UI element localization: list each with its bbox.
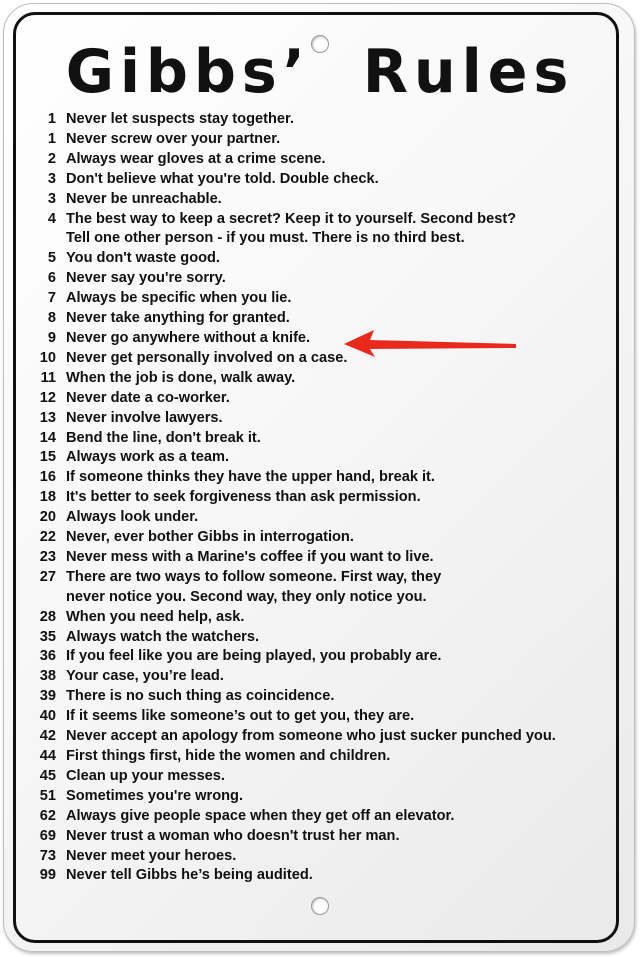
- rule-text: Always wear gloves at a crime scene.: [66, 150, 326, 167]
- rule-text: Never say you're sorry.: [66, 270, 226, 287]
- rule-number: 8: [47, 310, 56, 327]
- rule-item: [30, 229, 630, 249]
- rule-number: 45: [39, 767, 56, 784]
- rule-text: Never get personally involved on a case.: [66, 349, 348, 366]
- rule-number: 4: [47, 210, 56, 227]
- rule-item: [30, 707, 630, 727]
- rule-text: Always be specific when you lie.: [66, 290, 292, 307]
- rule-number: 5: [47, 250, 56, 267]
- rule-text: It's better to seek forgiveness than ask permission.: [66, 489, 421, 506]
- rule-item: [30, 150, 630, 170]
- rule-item: [30, 448, 630, 468]
- rule-number: 36: [39, 648, 56, 665]
- rule-text: Never, ever bother Gibbs in interrogation.: [66, 529, 354, 546]
- rule-item: [30, 468, 630, 488]
- rule-item: [30, 667, 630, 687]
- rule-number: 20: [39, 509, 56, 526]
- rule-item: [30, 269, 630, 289]
- rule-text: Bend the line, don't break it.: [66, 429, 261, 446]
- rule-number: 3: [47, 170, 56, 187]
- rule-number: 73: [39, 847, 56, 864]
- rule-text: Never meet your heroes.: [66, 847, 237, 864]
- rule-item: [30, 608, 630, 628]
- rule-text: Always look under.: [66, 509, 199, 526]
- rule-number: 2: [47, 150, 56, 167]
- rule-item: [30, 110, 630, 130]
- rule-number: 1: [47, 111, 56, 127]
- bottom-mounting-hole: [311, 897, 329, 915]
- rule-number: 40: [39, 708, 56, 725]
- rule-item: [30, 429, 630, 449]
- rule-item: [30, 827, 630, 847]
- rule-text: Never screw over your partner.: [66, 130, 281, 147]
- rule-text: When the job is done, walk away.: [66, 369, 296, 386]
- rule-text: If it seems like someone’s out to get you, they are.: [66, 708, 415, 725]
- rule-item: [30, 866, 630, 886]
- rule-text: Don't believe what you're told. Double check.: [66, 170, 379, 187]
- rule-text: Clean up your messes.: [66, 767, 225, 784]
- rule-text: If you feel like you are being played, you probably are.: [66, 648, 442, 665]
- rule-text: If someone thinks they have the upper hand, break it.: [66, 469, 435, 486]
- rule-text: There is no such thing as coincidence.: [66, 688, 335, 705]
- rule-number: 28: [39, 608, 56, 625]
- rule-number: 18: [39, 489, 56, 506]
- rule-number: 99: [39, 867, 56, 884]
- rule-item: [30, 508, 630, 528]
- rule-item: [30, 767, 630, 787]
- rule-text: When you need help, ask.: [66, 608, 245, 625]
- rule-item: [30, 289, 630, 309]
- rule-item: [30, 130, 630, 150]
- rule-item: [30, 807, 630, 827]
- rule-number: 27: [39, 568, 56, 585]
- rule-number: 7: [47, 290, 56, 307]
- rule-number: 14: [39, 429, 56, 446]
- rule-item: [30, 787, 630, 807]
- rule-number: 10: [39, 349, 56, 366]
- rule-item: [30, 548, 630, 568]
- rule-number: 35: [39, 628, 56, 645]
- rule-item: [30, 628, 630, 648]
- rule-text: Always give people space when they get off an elevator.: [66, 807, 455, 824]
- rule-number: 62: [39, 807, 56, 824]
- rule-text: The best way to keep a secret? Keep it to yourself. Second best?: [66, 210, 517, 227]
- rules-list: [30, 110, 630, 886]
- rule-number: 16: [39, 469, 56, 486]
- rule-item: [30, 309, 630, 329]
- rule-item: [30, 528, 630, 548]
- rule-number: 3: [47, 190, 56, 207]
- rule-text: Never tell Gibbs he’s being audited.: [66, 867, 313, 884]
- sign-title: Gibbs’ Rules: [65, 37, 575, 107]
- rule-text: Always work as a team.: [66, 449, 230, 466]
- rule-number: 42: [39, 728, 56, 745]
- rule-text: Your case, you’re lead.: [66, 668, 224, 685]
- rule-number: 11: [40, 369, 56, 386]
- rule-item: [30, 727, 630, 747]
- rule-number: 44: [39, 748, 56, 764]
- rule-item: [30, 568, 630, 588]
- rule-number: 39: [39, 688, 56, 705]
- rule-text: Never go anywhere without a knife.: [66, 329, 311, 346]
- rule-text: Always watch the watchers.: [66, 628, 260, 645]
- rule-item: [30, 847, 630, 867]
- rule-text: Never be unreachable.: [66, 190, 222, 207]
- rule-text: Never accept an apology from someone who just sucker punched you.: [66, 728, 556, 745]
- rule-text: Never trust a woman who doesn't trust her man.: [66, 827, 400, 844]
- rule-item: [30, 389, 630, 409]
- rule-number: 23: [39, 548, 56, 565]
- rule-number: 38: [39, 668, 56, 685]
- rule-number: 15: [39, 449, 56, 466]
- rule-item: [30, 747, 630, 767]
- rule-item: [30, 349, 630, 369]
- rule-number: 69: [39, 827, 56, 844]
- rule-text: You don't waste good.: [66, 250, 220, 267]
- rule-text: Never date a co-worker.: [66, 389, 230, 406]
- rule-text: Tell one other person - if you must. There is no third best.: [66, 230, 465, 247]
- rule-text: Never take anything for granted.: [66, 310, 290, 327]
- rule-text: never notice you. Second way, they only notice you.: [66, 588, 427, 605]
- rule-item: [30, 329, 630, 349]
- rule-item: [30, 647, 630, 667]
- rule-number: 12: [39, 389, 56, 406]
- rule-item: [30, 210, 630, 230]
- rule-number: 13: [39, 409, 56, 426]
- rule-item: [30, 687, 630, 707]
- rule-item: [30, 249, 630, 269]
- rule-number: 22: [39, 529, 56, 546]
- rule-text: Never let suspects stay together.: [66, 111, 294, 127]
- rule-item: [30, 588, 630, 608]
- rule-text: Sometimes you're wrong.: [66, 787, 244, 804]
- rule-number: 51: [39, 787, 56, 804]
- rule-item: [30, 488, 630, 508]
- rule-text: First things first, hide the women and children.: [66, 748, 391, 764]
- rule-item: [30, 190, 630, 210]
- rule-number: 9: [47, 329, 56, 346]
- rule-number: 6: [47, 270, 56, 287]
- rule-text: Never involve lawyers.: [66, 409, 223, 426]
- rule-number: 1: [47, 130, 56, 147]
- rule-text: Never mess with a Marine's coffee if you want to live.: [66, 548, 434, 565]
- rule-item: [30, 170, 630, 190]
- red-arrow-icon: [344, 328, 520, 358]
- rule-item: [30, 409, 630, 429]
- rule-item: [30, 369, 630, 389]
- rule-text: There are two ways to follow someone. First way, they: [66, 568, 442, 585]
